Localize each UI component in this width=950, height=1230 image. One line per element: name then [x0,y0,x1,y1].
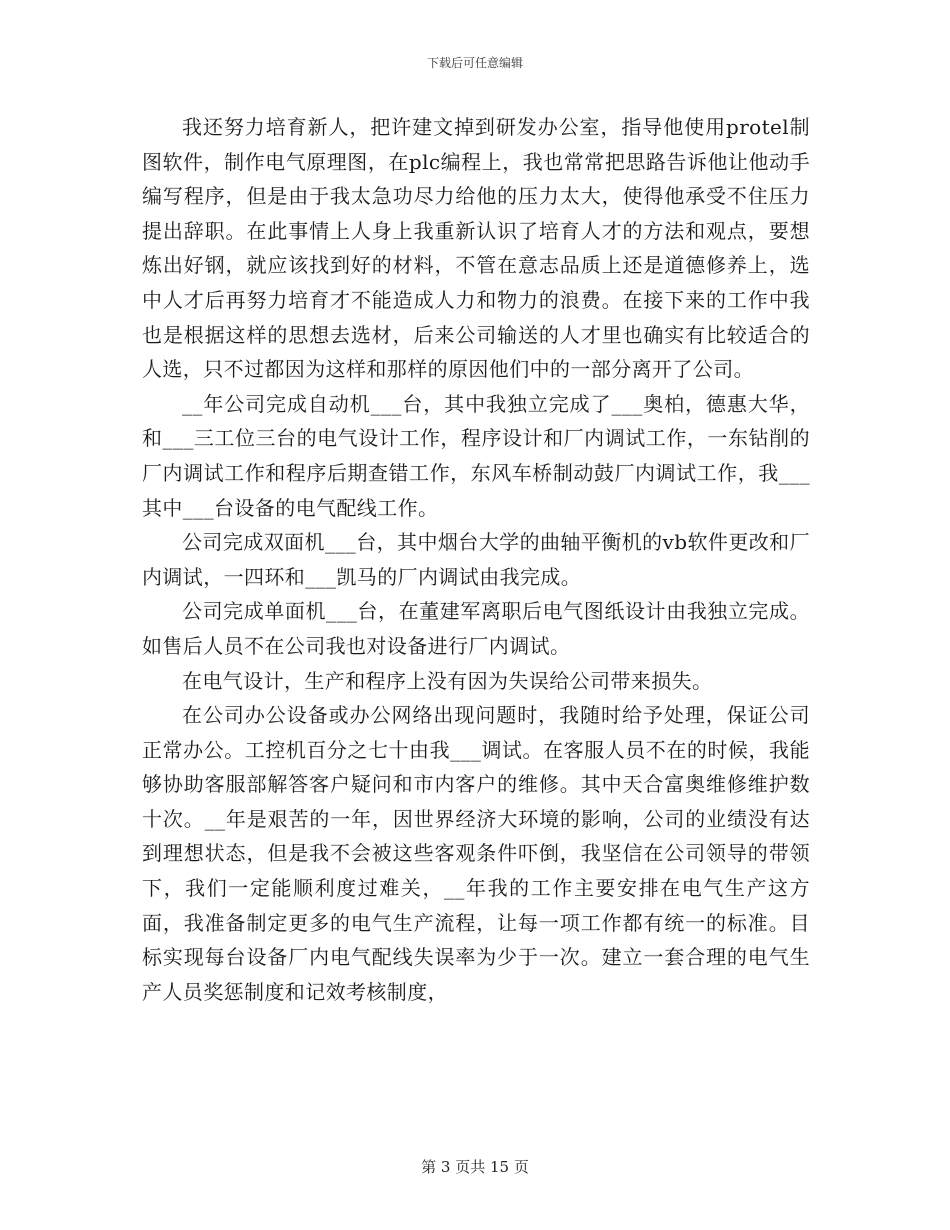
paragraph-single-sided-machines: 公司完成单面机___台，在董建军离职后电气图纸设计由我独立完成。如售后人员不在公司我也对设备进行厂内调试。 [142,599,810,658]
paragraph-double-sided-machines: 公司完成双面机___台，其中烟台大学的曲轴平衡机的vb软件更改和厂内调试，一四环和___凯马的厂内调试由我完成。 [142,530,810,589]
page-number: 第 3 页共 15 页 [421,1158,529,1176]
paragraph-training-newcomers: 我还努力培育新人，把许建文掉到研发办公室，指导他使用protel制图软件，制作电气原理图，在plc编程上，我也常常把思路告诉他让他动手编写程序，但是由于我太急功尽力给他的压力太大，使得他承受不住压力提出辞职。在此事情上人身上我重新认识了培育人才的方法和观点，要想炼出好钢，就应该找到好的材料，不管在意志品质上还是道德修养上，选中人才后再努力培育才不能造成人力和物力的浪费。在接下来的工作中我也是根据这样的思想去选材，后来公司输送的人才里也确实有比较适合的人选，只不过都因为这样和那样的原因他们中的一部分离开了公司。 [142,115,810,382]
page-header: 下载后可任意编辑 [426,56,523,70]
document-body [142,110,810,1009]
paragraph-office-support-and-plans: 在公司办公设备或办公网络出现问题时，我随时给予处理，保证公司正常办公。工控机百分之七十由我___调试。在客服人员不在的时候，我能够协助客服部解答客户疑问和市内客户的维修。其中天合富奥维修维护数十次。__年是艰苦的一年，因世界经济大环境的影响，公司的业绩没有达到理想状态，但是我不会被这些客观条件吓倒，我坚信在公司领导的带领下，我们一定能顺利度过难关，__年我的工作主要安排在电气生产这方面，我准备制定更多的电气生产流程，让每一项工作都有统一的标准。目标实现每台设备厂内电气配线失误率为少于一次。建立一套合理的电气生产人员奖惩制度和记效考核制度， [142,703,810,1004]
paragraph-no-losses: 在电气设计，生产和程序上没有因为失误给公司带来损失。 [182,668,713,693]
paragraph-automatic-machines: __年公司完成自动机___台，其中我独立完成了___奥柏，德惠大华，和___三工位三台的电气设计工作，程序设计和厂内调试工作，一东钻削的厂内调试工作和程序后期查错工作，东风车桥制动鼓厂内调试工作，我___其中___台设备的电气配线工作。 [142,391,810,520]
